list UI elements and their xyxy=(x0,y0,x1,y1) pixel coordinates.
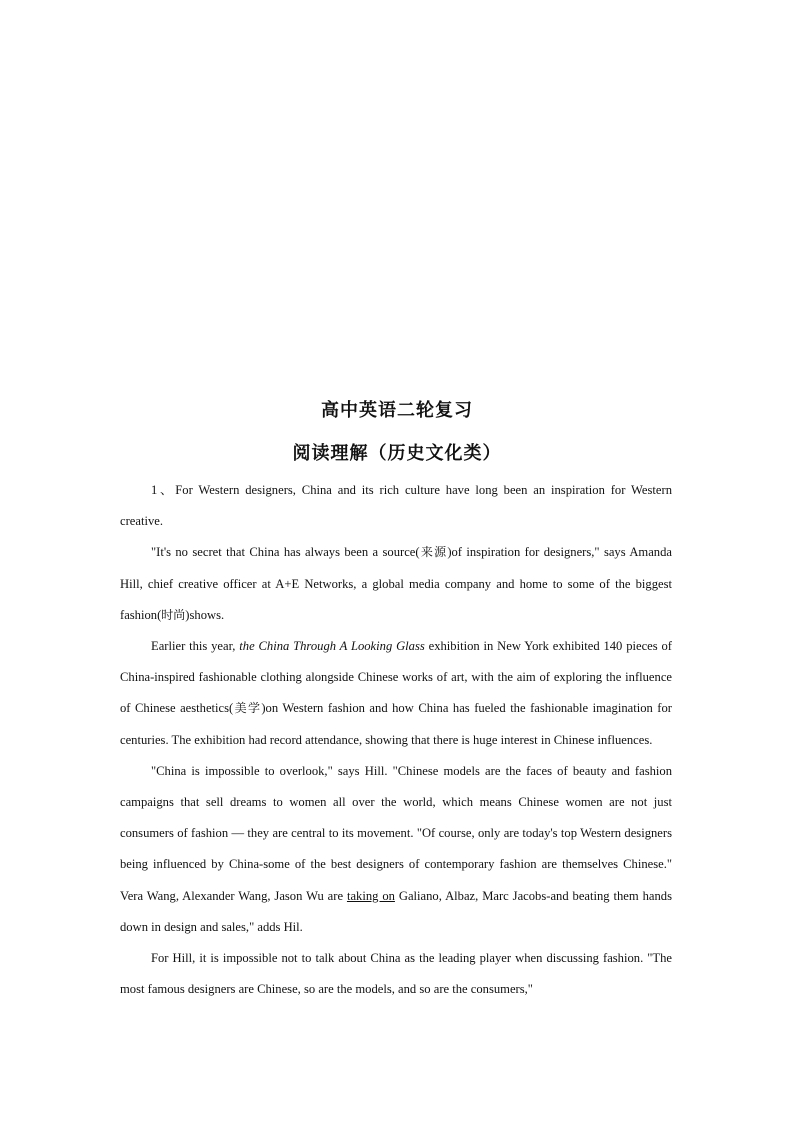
paragraph-4-text-a: "China is impossible to overlook," says Hill. "Chinese models are the faces of beauty and fashion campaigns that sell dreams to women all over the world, which means Chinese women are not just consumers of fashion — they are central to its movement. "Of course, only are today's top Western designers being influenced by China-some of the best designers of contemporary fashion are themselves Chinese." Vera Wang, Alexander Wang, Jason Wu are xyxy=(120,763,672,903)
paragraph-1 xyxy=(120,475,672,537)
paragraph-2-text-b: )of inspiration for designers," says Amanda Hill, chief creative officer at A+E Networks, a global media company and home to some of the biggest fashion( xyxy=(120,545,672,622)
paragraph-4 xyxy=(120,756,672,943)
gloss-source: 来源 xyxy=(419,545,448,560)
paragraph-2 xyxy=(120,537,672,631)
paragraph-5 xyxy=(120,943,672,1005)
paragraph-3-text-c: )on Western fashion and how China has fueled the fashionable imagination for centuries. The exhibition had record attendance, showing that there is huge interest in Chinese influences. xyxy=(120,701,672,747)
paragraph-4-text-b: Galiano, Albaz, Marc Jacobs-and beating them hands down in design and sales," adds Hil. xyxy=(120,888,672,934)
paragraph-2-text-c: )shows. xyxy=(185,607,225,622)
paragraph-1-text: 1、For Western designers, China and its rich culture have long been an inspiration for Western creative. xyxy=(120,483,672,529)
document-subtitle: 阅读理解（历史文化类） xyxy=(292,443,502,464)
paragraph-5-text: For Hill, it is impossible not to talk about China as the leading player when discussing fashion. "The most famous designers are Chinese, so are the models, and so are the consumers," xyxy=(120,951,672,997)
underlined-phrase: taking on xyxy=(346,888,395,903)
gloss-aesthetics: 美学 xyxy=(233,701,262,716)
paragraph-3-text-a: Earlier this year, xyxy=(151,639,240,654)
paragraph-3 xyxy=(120,631,672,756)
exhibition-name: the China Through A Looking Glass xyxy=(239,639,425,654)
paragraph-2-text-a: "It's no secret that China has always been a source( xyxy=(151,545,420,560)
gloss-fashion: 时尚 xyxy=(161,607,186,622)
document-title: 高中英语二轮复习 xyxy=(321,400,473,421)
paragraph-3-text-b: exhibition in New York exhibited 140 pieces of China-inspired fashionable clothing alongside Chinese works of art, with the aim of exploring the influence of Chinese aesthetics( xyxy=(120,639,672,716)
reading-passage xyxy=(120,475,672,1005)
